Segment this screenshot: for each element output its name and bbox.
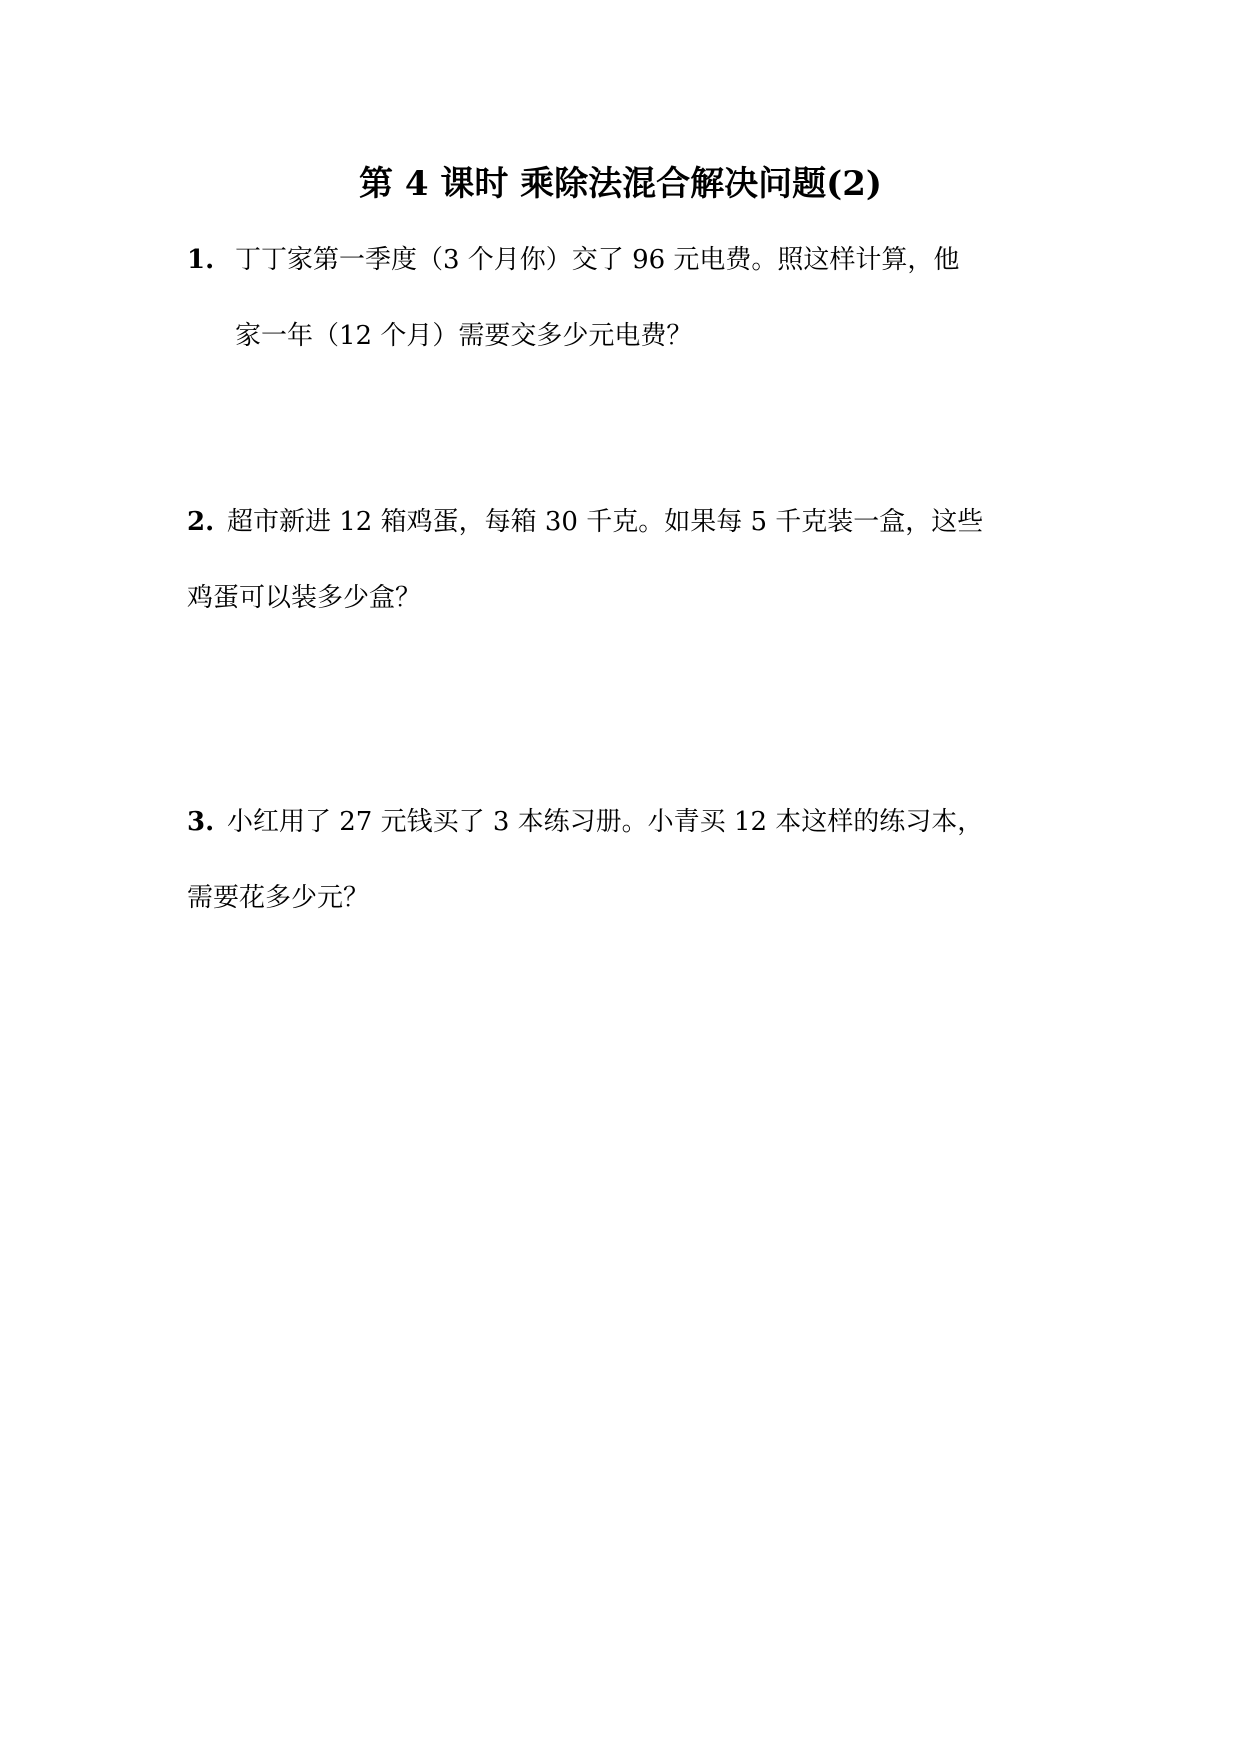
problem-2-line-1 bbox=[187, 500, 1067, 576]
problem-1-text-line-2: 家一年（12 个月）需要交多少元电费？ bbox=[235, 321, 693, 351]
problem-1-number: 1. bbox=[187, 245, 215, 275]
problem-3 bbox=[187, 800, 1067, 952]
problem-3-text-line-2: 需要花多少元？ bbox=[187, 883, 370, 913]
problem-1-line-1 bbox=[187, 238, 1067, 314]
problem-1-text-line-1: 丁丁家第一季度（3 个月你）交了 96 元电费。照这样计算，他 bbox=[235, 245, 960, 275]
problem-2-text-line-2: 鸡蛋可以装多少盒？ bbox=[187, 583, 422, 613]
problem-3-line-1 bbox=[187, 800, 1067, 876]
problem-2-number: 2. bbox=[187, 507, 215, 537]
page-title: 第 4 课时 乘除法混合解决问题(2) bbox=[359, 164, 882, 204]
problem-2 bbox=[187, 500, 1067, 652]
problem-3-number: 3. bbox=[187, 807, 215, 837]
problem-3-text-line-1: 小红用了 27 元钱买了 3 本练习册。小青买 12 本这样的练习本， bbox=[227, 807, 984, 837]
problem-1 bbox=[187, 238, 1067, 390]
problem-2-text-line-1: 超市新进 12 箱鸡蛋，每箱 30 千克。如果每 5 千克装一盒，这些 bbox=[227, 507, 984, 537]
